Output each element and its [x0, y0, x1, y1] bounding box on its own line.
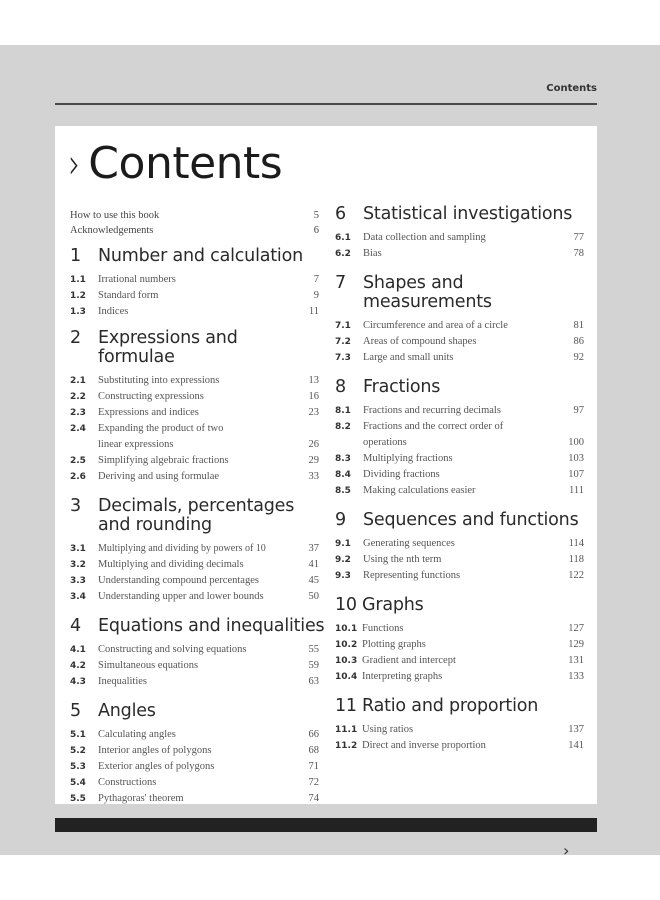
section-title: Constructing expressions [98, 391, 204, 402]
chapter-number: 1 [70, 246, 81, 266]
section-number: 9.3 [335, 571, 351, 581]
page-number: 59 [308, 660, 319, 671]
section-number: 3.4 [70, 592, 86, 602]
chapter-heading[interactable] [335, 378, 584, 397]
section-entry[interactable] [335, 419, 584, 451]
section-title: Generating sequences [363, 538, 455, 549]
section-entry[interactable] [335, 403, 584, 419]
chapter-number: 10 [335, 595, 357, 615]
page-number: 122 [568, 570, 584, 581]
section-number: 10.1 [335, 624, 358, 634]
section-number: 4.2 [70, 661, 86, 671]
page-number: 7 [313, 274, 319, 285]
section-number: 6.2 [335, 249, 351, 259]
section-entry[interactable] [70, 674, 319, 690]
section-number: 9.1 [335, 539, 351, 549]
section-entry[interactable] [335, 552, 584, 568]
section-entry[interactable] [70, 557, 319, 573]
section-number: 10.2 [335, 640, 358, 650]
section-entry[interactable] [70, 775, 319, 791]
chapter-title: Sequences and functions [363, 510, 579, 530]
section-title: Simultaneous equations [98, 660, 199, 671]
section-entry[interactable] [70, 541, 319, 557]
section-number: 7.3 [335, 353, 351, 363]
section-title: Substituting into expressions [98, 375, 220, 386]
section-title: Exterior angles of polygons [98, 761, 215, 772]
section-number: 2.2 [70, 392, 86, 402]
page-number: 72 [308, 777, 319, 788]
section-entry[interactable] [70, 727, 319, 743]
section-number: 2.4 [70, 424, 86, 434]
page-number: 86 [573, 336, 584, 347]
section-title: Using ratios [362, 724, 414, 735]
section-title: Large and small units [363, 352, 454, 363]
section-entry[interactable] [70, 453, 319, 469]
chapter-number: 11 [335, 696, 357, 716]
section-entry[interactable] [335, 722, 584, 738]
section-number: 8.2 [335, 422, 351, 432]
section-entry[interactable] [335, 637, 584, 653]
chevron-right-icon: › [68, 138, 80, 188]
section-number: 2.1 [70, 376, 86, 386]
chapter-heading[interactable] [70, 497, 319, 535]
section-number: 2.6 [70, 472, 86, 482]
running-head: Contents [546, 83, 597, 94]
section-title: Data collection and sampling [363, 232, 486, 243]
toc-left-column [70, 208, 325, 807]
section-number: 7.1 [335, 321, 351, 331]
chapter-heading[interactable] [335, 596, 584, 615]
toc-right-column [335, 205, 584, 754]
section-title: Dividing fractions [363, 469, 440, 480]
front-matter-title: Acknowledgements [70, 225, 154, 236]
chapter-title: Ratio and proportion [362, 696, 539, 716]
section-entry[interactable] [70, 743, 319, 759]
section-title: Constructions [98, 777, 157, 788]
section-title: Representing functions [363, 570, 461, 581]
section-number: 2.5 [70, 456, 86, 466]
chapter-title: Fractions [363, 377, 441, 397]
section-entry[interactable] [70, 589, 319, 605]
section-title: Making calculations easier [363, 485, 476, 496]
page-number: 9 [313, 290, 319, 301]
page-number: 16 [308, 391, 319, 402]
page-number: 129 [568, 639, 584, 650]
section-title: Calculating angles [98, 729, 176, 740]
section-entry[interactable] [335, 536, 584, 552]
section-title: Multiplying fractions [363, 453, 453, 464]
section-entry[interactable] [70, 791, 319, 807]
section-title: Bias [363, 248, 382, 259]
section-title: Areas of compound shapes [363, 336, 477, 347]
chapter-heading[interactable] [70, 247, 319, 266]
chapter-heading[interactable] [70, 702, 319, 721]
footer-bar [55, 818, 597, 832]
section-title: Expressions and indices [98, 407, 199, 418]
header-rule [55, 103, 597, 105]
section-entry[interactable] [335, 621, 584, 637]
section-entry[interactable] [335, 738, 584, 754]
section-title: Fractions and recurring decimals [363, 405, 501, 416]
page-title-text: Contents [88, 137, 283, 189]
chapter-heading[interactable] [70, 616, 325, 636]
page-number: 131 [568, 655, 584, 666]
section-entry[interactable] [335, 653, 584, 669]
section-title: Multiplying and dividing by powers of 10 [98, 543, 266, 554]
page-number: 114 [568, 538, 584, 549]
section-entry[interactable] [70, 658, 319, 674]
section-number: 11.1 [335, 725, 358, 735]
page-number: 13 [308, 375, 319, 386]
section-number: 3.3 [70, 576, 86, 586]
section-title: Plotting graphs [362, 639, 426, 650]
chapter-title: Graphs [362, 595, 424, 615]
section-entry[interactable] [70, 469, 319, 485]
section-title: Understanding upper and lower bounds [98, 591, 264, 602]
section-entry[interactable] [70, 389, 319, 405]
section-entry[interactable] [335, 230, 584, 246]
chapter-heading[interactable] [335, 274, 584, 312]
section-title: Indices [98, 306, 129, 317]
page-title [66, 134, 282, 192]
section-title: Functions [362, 623, 404, 634]
section-title: Expanding the product of two linear expressions [98, 423, 224, 450]
section-number: 6.1 [335, 233, 351, 243]
section-title: Fractions and the correct order of operations [363, 421, 504, 448]
section-entry[interactable] [70, 573, 319, 589]
section-entry[interactable] [335, 467, 584, 483]
section-number: 8.4 [335, 470, 351, 480]
chevron-right-icon[interactable]: › [563, 841, 570, 860]
chapter-title: Angles [98, 701, 156, 721]
section-title: Constructing and solving equations [98, 644, 247, 655]
chapter-title: Number and calculation [98, 246, 303, 266]
section-entry[interactable] [70, 304, 319, 320]
page-number: 81 [573, 320, 584, 331]
section-title: Simplifying algebraic fractions [98, 455, 229, 466]
page-number: 100 [568, 437, 584, 448]
page-number: 107 [568, 469, 584, 480]
chapter-number: 7 [335, 273, 346, 293]
page-number: 41 [308, 559, 319, 570]
front-matter-item[interactable] [70, 223, 319, 238]
page-number: 127 [568, 623, 584, 634]
page-number: 74 [308, 793, 319, 804]
chapter-heading[interactable] [335, 697, 584, 716]
section-entry[interactable] [70, 759, 319, 775]
chapter-number: 9 [335, 510, 346, 530]
front-matter-title: How to use this book [70, 210, 160, 221]
page-number: 5 [313, 210, 319, 221]
page-number: 71 [308, 761, 319, 772]
section-entry[interactable] [70, 373, 319, 389]
section-number: 8.1 [335, 406, 351, 416]
section-number: 11.2 [335, 741, 358, 751]
section-number: 4.1 [70, 645, 86, 655]
chapter-number: 4 [70, 616, 81, 636]
chapter-number: 6 [335, 204, 346, 224]
page-number: 29 [308, 455, 319, 466]
page-number: 77 [573, 232, 584, 243]
section-title: Pythagoras' theorem [98, 793, 184, 804]
section-entry[interactable] [335, 483, 584, 499]
section-title: Inequalities [98, 676, 147, 687]
page-number: 11 [308, 306, 319, 317]
section-number: 7.2 [335, 337, 351, 347]
section-number: 9.2 [335, 555, 351, 565]
section-entry[interactable] [335, 318, 584, 334]
page-number: 6 [313, 225, 319, 236]
section-number: 1.2 [70, 291, 86, 301]
page-number: 45 [308, 575, 319, 586]
chapter-title: Decimals, percentages and rounding [98, 496, 295, 535]
section-title: Understanding compound percentages [98, 575, 259, 586]
section-entry[interactable] [335, 451, 584, 467]
page-number: 141 [568, 740, 584, 751]
chapter-number: 3 [70, 496, 81, 516]
section-number: 2.3 [70, 408, 86, 418]
chapter-number: 8 [335, 377, 346, 397]
page-number: 133 [568, 671, 584, 682]
section-entry[interactable] [335, 568, 584, 584]
section-title: Circumference and area of a circle [363, 320, 508, 331]
page-number: 66 [308, 729, 319, 740]
section-title: Interpreting graphs [362, 671, 443, 682]
chapter-number: 2 [70, 328, 81, 348]
page-number: 78 [573, 248, 584, 259]
page-number: 97 [573, 405, 584, 416]
section-entry[interactable] [335, 246, 584, 262]
section-number: 3.2 [70, 560, 86, 570]
section-number: 1.1 [70, 275, 86, 285]
chapter-heading[interactable] [335, 511, 584, 530]
section-entry[interactable] [335, 669, 584, 685]
page-number: 23 [308, 407, 319, 418]
section-title: Deriving and using formulae [98, 471, 220, 482]
section-number: 8.3 [335, 454, 351, 464]
section-number: 5.1 [70, 730, 86, 740]
section-number: 5.5 [70, 794, 86, 804]
chapter-title: Equations and inequalities [98, 616, 325, 636]
section-entry[interactable] [335, 334, 584, 350]
section-number: 4.3 [70, 677, 86, 687]
section-entry[interactable] [70, 272, 319, 288]
page-number: 68 [308, 745, 319, 756]
page-number: 103 [568, 453, 584, 464]
section-entry[interactable] [70, 642, 319, 658]
page-number: 111 [569, 485, 584, 496]
section-title: Using the nth term [363, 554, 442, 565]
section-title: Interior angles of polygons [98, 745, 212, 756]
section-entry[interactable] [335, 350, 584, 366]
page-number: 137 [568, 724, 584, 735]
section-number: 5.3 [70, 762, 86, 772]
page-number: 63 [308, 676, 319, 687]
chapter-number: 5 [70, 701, 81, 721]
section-entry[interactable] [70, 288, 319, 304]
chapter-heading[interactable] [70, 329, 319, 367]
chapter-title: Shapes and measurements [363, 273, 492, 312]
chapter-title: Expressions and formulae [98, 328, 238, 367]
section-number: 10.3 [335, 656, 358, 666]
page-number: 118 [568, 554, 584, 565]
chapter-title: Statistical investigations [363, 204, 573, 224]
section-entry[interactable] [70, 405, 319, 421]
section-number: 3.1 [70, 544, 86, 554]
section-title: Multiplying and dividing decimals [98, 559, 244, 570]
chapter-heading[interactable] [335, 205, 584, 224]
section-entry[interactable] [70, 421, 319, 453]
front-matter-item[interactable] [70, 208, 319, 223]
section-number: 1.3 [70, 307, 86, 317]
page-number: 37 [308, 543, 319, 554]
section-title: Gradient and intercept [362, 655, 456, 666]
section-title: Irrational numbers [98, 274, 176, 285]
section-number: 10.4 [335, 672, 358, 682]
page-number: 55 [308, 644, 319, 655]
page-number: 26 [308, 439, 319, 450]
page-number: 50 [308, 591, 319, 602]
section-number: 8.5 [335, 486, 351, 496]
page-number: 92 [573, 352, 584, 363]
section-number: 5.4 [70, 778, 86, 788]
section-title: Standard form [98, 290, 159, 301]
page-number: 33 [308, 471, 319, 482]
section-title: Direct and inverse proportion [362, 740, 486, 751]
section-number: 5.2 [70, 746, 86, 756]
